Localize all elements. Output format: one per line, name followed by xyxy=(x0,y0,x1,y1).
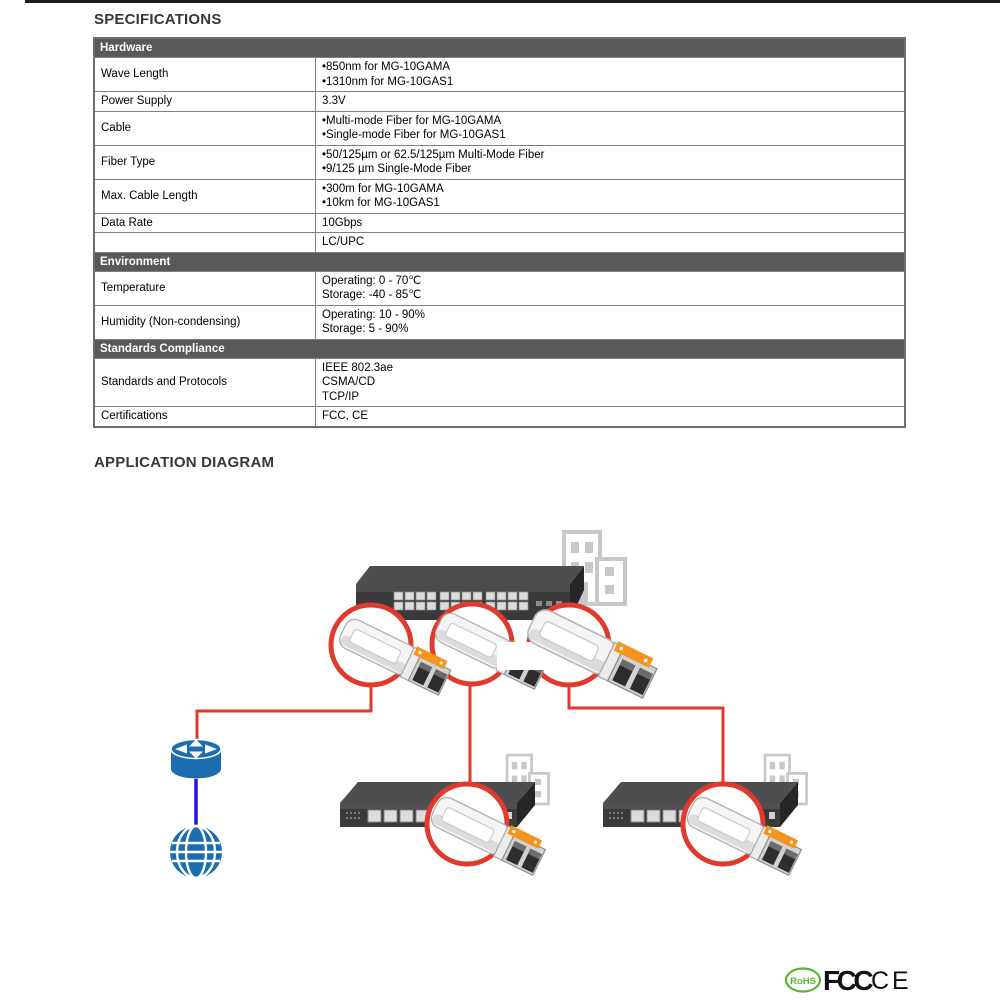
table-section-row xyxy=(94,252,905,271)
spec-value-cell xyxy=(316,111,906,145)
table-row xyxy=(94,213,905,233)
table-section-row xyxy=(94,38,905,58)
spec-value-cell xyxy=(316,145,906,179)
table-row xyxy=(94,179,905,213)
table-row xyxy=(94,145,905,179)
spec-value-line: 3.3V xyxy=(322,95,346,107)
specifications-heading: SPECIFICATIONS xyxy=(94,11,222,28)
spec-label-cell xyxy=(94,233,316,253)
table-row xyxy=(94,111,905,145)
fcc-logo xyxy=(823,965,873,996)
section-header: Environment xyxy=(94,252,905,271)
spec-value-cell xyxy=(316,92,906,112)
spec-value-cell xyxy=(316,213,906,233)
spec-label-cell: Humidity (Non-condensing) xyxy=(94,305,316,339)
table-section-row xyxy=(94,339,905,358)
spec-value-line: Operating: 10 - 90% xyxy=(322,308,425,321)
spec-value-line: •9/125 µm Single-Mode Fiber xyxy=(322,163,472,175)
spec-label-cell: Max. Cable Length xyxy=(94,179,316,213)
spec-value-line: IEEE 802.3ae xyxy=(322,361,393,374)
spec-label-cell: Certifications xyxy=(94,407,316,427)
table-row xyxy=(94,271,905,305)
section-header: Hardware xyxy=(94,38,905,58)
spec-value-line: •10km for MG-10GAS1 xyxy=(322,197,440,209)
table-row xyxy=(94,305,905,339)
table-row xyxy=(94,233,905,253)
certification-logos xyxy=(775,958,915,1000)
spec-value-line: TCP/IP xyxy=(322,390,360,403)
router-icon xyxy=(171,740,221,779)
application-diagram-heading: APPLICATION DIAGRAM xyxy=(94,454,275,471)
spec-value-line: FCC, CE xyxy=(322,410,368,422)
spec-value-cell xyxy=(316,58,906,92)
table-row xyxy=(94,407,905,427)
application-diagram xyxy=(0,500,1000,940)
spec-value-line: •850nm for MG-10GAMA xyxy=(322,61,451,73)
spec-label-cell: Temperature xyxy=(94,271,316,305)
spec-value-line: Operating: 0 - 70℃ xyxy=(322,274,422,287)
table-row xyxy=(94,358,905,407)
spec-value-line: Storage: 5 - 90% xyxy=(322,323,409,335)
spec-value-cell xyxy=(316,358,906,407)
spec-label-cell: Standards and Protocols xyxy=(94,358,316,407)
spec-value-line: •300m for MG-10GAMA xyxy=(322,182,444,195)
spec-value-cell xyxy=(316,271,906,305)
spec-value-line: CSMA/CD xyxy=(322,376,376,388)
spec-value-line: •50/125µm or 62.5/125µm Multi-Mode Fiber xyxy=(322,148,545,161)
table-row xyxy=(94,58,905,92)
rohs-label: RoHS xyxy=(790,976,816,987)
spec-value-line: Storage: -40 - 85℃ xyxy=(322,289,422,301)
spec-label-cell: Wave Length xyxy=(94,58,316,92)
section-header: Standards Compliance xyxy=(94,339,905,358)
spec-label-cell: Power Supply xyxy=(94,92,316,112)
ce-label: CE xyxy=(871,967,912,995)
internet-globe-icon xyxy=(170,826,222,878)
spec-value-line: •Multi-mode Fiber for MG-10GAMA xyxy=(322,114,502,127)
spec-value-line: LC/UPC xyxy=(322,236,365,248)
top-rule xyxy=(25,0,1000,3)
spec-label-cell: Fiber Type xyxy=(94,145,316,179)
spec-value-cell xyxy=(316,179,906,213)
spec-value-cell xyxy=(316,233,906,253)
ce-logo xyxy=(871,967,912,995)
spec-label-cell: Cable xyxy=(94,111,316,145)
spec-label-cell: Data Rate xyxy=(94,213,316,233)
table-row xyxy=(94,92,905,112)
spec-value-cell xyxy=(316,407,906,427)
spec-value-cell xyxy=(316,305,906,339)
specifications-table xyxy=(93,37,906,428)
rohs-logo xyxy=(786,969,820,992)
fcc-label: FCC xyxy=(823,965,871,996)
spec-value-line: 10Gbps xyxy=(322,216,363,229)
spec-value-line: •1310nm for MG-10GAS1 xyxy=(322,75,454,88)
spec-value-line: •Single-mode Fiber for MG-10GAS1 xyxy=(322,129,506,141)
